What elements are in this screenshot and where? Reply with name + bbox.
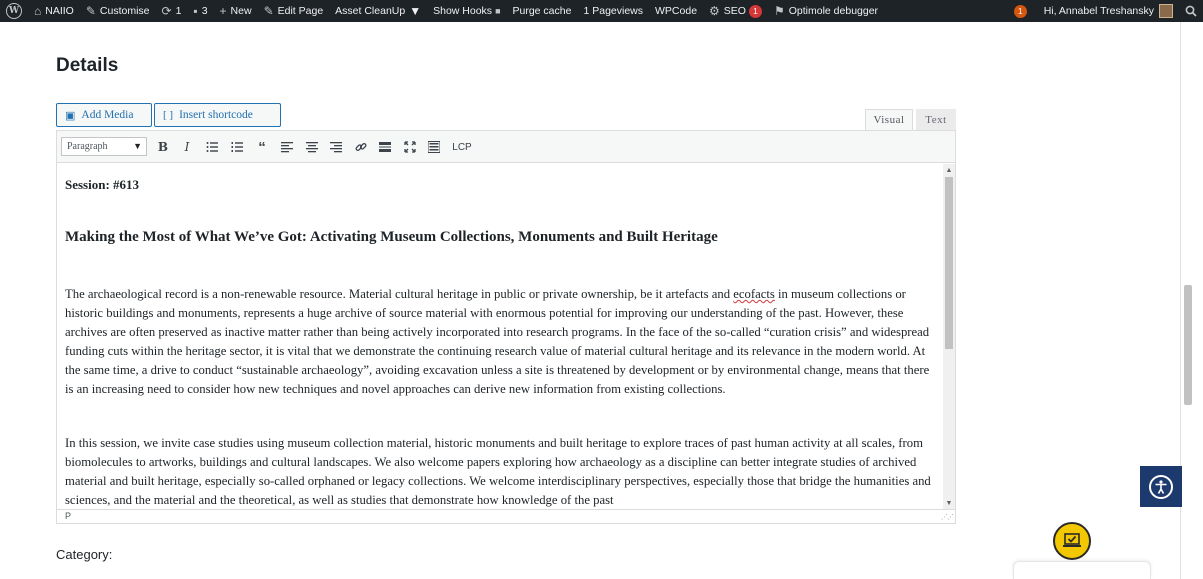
asset-cleanup-label: Asset CleanUp: [335, 5, 406, 17]
editor-scrollbar-thumb[interactable]: [945, 177, 953, 349]
read-more-icon: [379, 141, 391, 153]
align-center-button[interactable]: [303, 138, 321, 156]
flag-icon: ⚑: [773, 4, 785, 18]
bulleted-list-button[interactable]: [203, 138, 221, 156]
show-hooks-link[interactable]: [427, 0, 506, 22]
purge-cache-label: Purge cache: [512, 5, 572, 17]
format-select-value: Paragraph: [67, 141, 108, 152]
comment-icon: ▪: [193, 4, 198, 18]
tab-visual[interactable]: Visual: [865, 109, 913, 130]
seo-count-badge: 1: [749, 5, 762, 18]
bold-button[interactable]: [154, 138, 172, 156]
scroll-up-arrow-icon[interactable]: ▲: [945, 166, 953, 174]
edit-page-body: [0, 22, 1180, 579]
show-hooks-label: Show Hooks: [433, 5, 493, 17]
brush-icon: ✎: [85, 4, 96, 18]
italic-button[interactable]: [178, 138, 196, 156]
insert-link-button[interactable]: [352, 138, 370, 156]
add-media-button[interactable]: [56, 103, 152, 127]
laptop-check-icon: [1062, 532, 1082, 550]
numbered-list-icon: [231, 141, 243, 153]
pageviews-label: 1 Pageviews: [583, 5, 644, 17]
avatar: [1159, 4, 1173, 18]
blockquote-button[interactable]: [253, 138, 271, 156]
wordpress-logo-button[interactable]: [0, 0, 28, 22]
customise-link[interactable]: [80, 0, 156, 22]
site-name-link[interactable]: [28, 0, 80, 22]
editor-content-area[interactable]: [57, 164, 943, 509]
insert-shortcode-button[interactable]: [154, 103, 281, 127]
accessibility-button[interactable]: [1140, 466, 1182, 507]
seo-link[interactable]: [703, 0, 768, 22]
purge-cache-link[interactable]: [507, 0, 578, 22]
session-number: Session: #613: [65, 177, 140, 192]
blockquote-icon: “: [258, 138, 266, 156]
toolbar-toggle-button[interactable]: [425, 138, 443, 156]
paragraph-text: in museum collections or historic buildings and monuments, represents a huge archive of source material with enormous potential for improving our understanding of the past. However, these archives are often preserved as inactive matter rather than being actively incorporated into research programs. In the face of the so-called “curation crisis” and widespread funding cuts within the heritage sector, it is vital that we demonstrate the continuing research value of material cultural heritage and its relevance in the modern world. At the same time, a drive to conduct “sustainable archaeology”, avoiding excavation unless a site is threatened by development or by environmental change, means that there is an increasing need to consider how new techniques and novel approaches can derive new information from existing collections.: [65, 287, 930, 396]
greeting-label: Hi, Annabel Treshansky: [1043, 5, 1154, 17]
italic-icon: I: [184, 140, 190, 154]
misspelled-word[interactable]: ecofacts: [733, 287, 775, 301]
content-paragraph: In this session, we invite case studies using museum collection material, historic monuments and built heritage to explore traces of past human activity at all scales, from biomolecules to artworks, buildings and cultural landscapes. We also welcome papers exploring how archaeology as a discipline can better integrate studies of archived material and built heritage, especially so-called orphaned or legacy collections. We welcome interdisciplinary perspectives, especially those that bridge the humanities and sciences, and the material and the theoretical, as well as studies that demonstrate how knowledge of the past: [65, 436, 931, 507]
funnel-icon: ▼: [409, 4, 422, 18]
asset-cleanup-link[interactable]: [329, 0, 427, 22]
edit-page-link[interactable]: [258, 0, 330, 22]
accessibility-figure-icon: [1153, 479, 1169, 495]
notifications-link[interactable]: [1008, 0, 1038, 22]
link-icon: [355, 141, 367, 153]
category-label: Category:: [56, 547, 113, 562]
account-menu[interactable]: [1038, 0, 1179, 22]
editor-scrollbar[interactable]: [943, 164, 955, 509]
edit-page-label: Edit Page: [277, 5, 324, 17]
checklist-badge-button[interactable]: [1053, 522, 1091, 560]
add-media-label: Add Media: [81, 109, 134, 121]
align-left-button[interactable]: [278, 138, 296, 156]
scroll-down-arrow-icon[interactable]: ▼: [945, 499, 953, 507]
lock-icon: ■: [495, 5, 501, 16]
pageviews-link[interactable]: [577, 0, 649, 22]
editor-status-bar: [57, 509, 955, 523]
optimole-label: Optimole debugger: [788, 5, 879, 17]
fullscreen-icon: [404, 141, 416, 153]
paragraph-text: The archaeological record is a non-renewable resource. Material cultural heritage in public or private ownership, be it artefacts and: [65, 287, 734, 301]
element-path[interactable]: P: [65, 511, 72, 521]
optimole-debugger-link[interactable]: [768, 0, 884, 22]
tab-text[interactable]: Text: [916, 109, 956, 130]
comments-count: 3: [201, 5, 208, 17]
updates-count: 1: [175, 5, 182, 17]
numbered-list-button[interactable]: [228, 138, 246, 156]
admin-bar: [0, 0, 1203, 22]
plus-icon: +: [219, 4, 227, 18]
media-icon: ▣: [65, 109, 76, 122]
details-heading: Details: [56, 55, 119, 76]
session-title: Making the Most of What We’ve Got: Activating Museum Collections, Monuments and Built Heritage: [65, 229, 718, 245]
admin-search-button[interactable]: [1179, 0, 1203, 22]
page-scrollbar-thumb[interactable]: [1184, 285, 1192, 405]
lcp-button[interactable]: [449, 138, 475, 156]
insert-shortcode-label: Insert shortcode: [179, 109, 253, 121]
align-right-button[interactable]: [327, 138, 345, 156]
new-label: New: [230, 5, 252, 17]
caret-down-icon: ▼: [133, 141, 142, 151]
floating-panel-tab[interactable]: [1013, 561, 1151, 579]
updates-icon: ⟳: [161, 4, 172, 18]
align-left-icon: [281, 141, 293, 153]
align-center-icon: [306, 141, 318, 153]
bulleted-list-icon: [206, 141, 218, 153]
editor-toolbar: [57, 131, 955, 163]
wordpress-icon: W: [6, 3, 22, 19]
comments-link[interactable]: [187, 0, 213, 22]
seo-label: SEO: [723, 5, 746, 17]
resize-grip-icon[interactable]: ⋰⋰: [941, 514, 953, 521]
seo-gear-icon: ⚙: [709, 4, 720, 18]
customise-label: Customise: [99, 5, 150, 17]
content-paragraph: [65, 285, 935, 399]
read-more-button[interactable]: [376, 138, 394, 156]
pencil-icon: ✎: [263, 4, 274, 18]
rich-text-editor: [56, 130, 956, 524]
site-name-label: NAIIO: [45, 5, 74, 17]
wpcode-link[interactable]: [649, 0, 703, 22]
accessibility-icon: [1149, 475, 1173, 499]
new-content-link[interactable]: [214, 0, 258, 22]
page-scrollbar[interactable]: [1180, 22, 1203, 579]
shortcode-icon: [ ]: [163, 109, 174, 121]
align-right-icon: [330, 141, 342, 153]
fullscreen-button[interactable]: [401, 138, 419, 156]
lcp-label: LCP: [452, 141, 472, 153]
notification-count-badge: 1: [1014, 5, 1027, 18]
home-icon: ⌂: [34, 4, 42, 18]
toolbar-toggle-icon: [428, 141, 440, 153]
format-select[interactable]: [61, 137, 147, 156]
wpcode-label: WPCode: [655, 5, 698, 17]
search-icon: [1185, 5, 1197, 17]
bold-icon: B: [157, 140, 169, 154]
updates-link[interactable]: [156, 0, 188, 22]
